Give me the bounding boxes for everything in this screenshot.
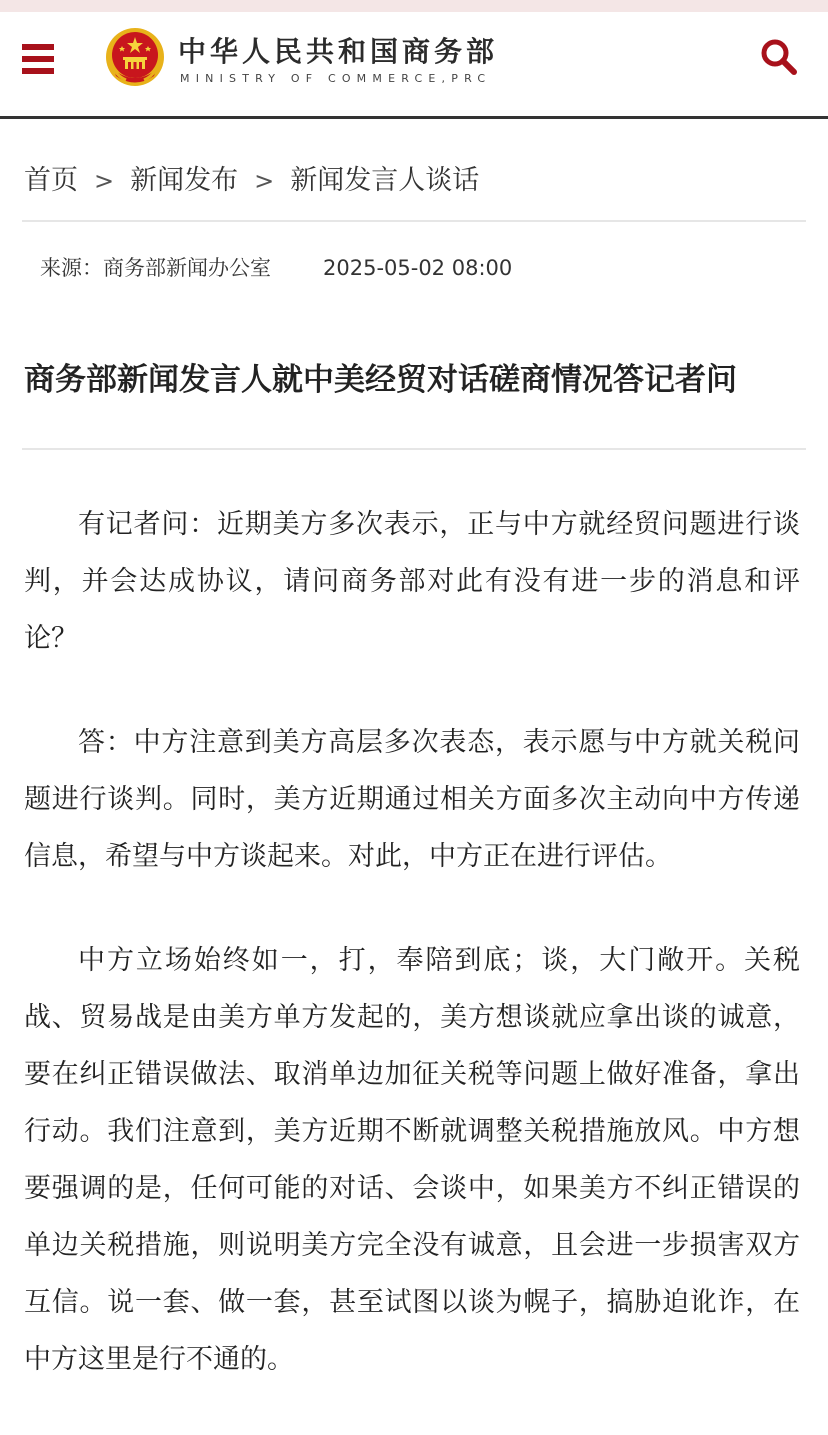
breadcrumb	[24, 158, 479, 197]
article-title: 商务部新闻发言人就中美经贸对话磋商情况答记者问	[24, 362, 737, 398]
breadcrumb-separator: >	[94, 167, 115, 195]
breadcrumb-separator: >	[254, 167, 275, 195]
hamburger-menu-icon[interactable]	[22, 44, 54, 74]
divider	[22, 448, 806, 450]
menu-bar	[22, 56, 54, 62]
article-body	[24, 496, 800, 1435]
divider	[22, 220, 806, 222]
national-emblem-icon[interactable]	[104, 26, 166, 88]
search-icon[interactable]	[760, 38, 798, 76]
menu-bar	[22, 44, 54, 50]
breadcrumb-spokesperson-remarks[interactable]: 新闻发言人谈话	[290, 165, 480, 196]
breadcrumb-news-release[interactable]: 新闻发布	[130, 165, 239, 196]
top-status-strip	[0, 0, 828, 12]
site-header	[0, 12, 828, 119]
article-paragraph: 有记者问：近期美方多次表示，正与中方就经贸问题进行谈判，并会达成协议，请问商务部对此有没有进一步的消息和评论？	[24, 509, 800, 654]
site-title[interactable]: 中华人民共和国商务部	[178, 35, 499, 68]
article-paragraph: 答：中方注意到美方高层多次表态，表示愿与中方就关税问题进行谈判。同时，美方近期通过相关方面多次主动向中方传递信息，希望与中方谈起来。对此，中方正在进行评估。	[24, 727, 800, 872]
breadcrumb-home[interactable]: 首页	[24, 165, 78, 196]
site-subtitle: MINISTRY OF COMMERCE,PRC	[180, 72, 492, 85]
menu-bar	[22, 68, 54, 74]
article-date: 2025-05-02 08:00	[323, 256, 513, 280]
article-paragraph: 中方立场始终如一，打，奉陪到底；谈，大门敞开。关税战、贸易战是由美方单方发起的，美方想谈就应拿出谈的诚意，要在纠正错误做法、取消单边加征关税等问题上做好准备，拿出行动。我们注意到，美方近期不断就调整关税措施放风。中方想要强调的是，任何可能的对话、会谈中，如果美方不纠正错误的单边关税措施，则说明美方完全没有诚意，且会进一步损害双方互信。说一套、做一套，甚至试图以谈为幌子，搞胁迫讹诈，在中方这里是行不通的。	[24, 945, 800, 1375]
article-meta	[40, 252, 512, 282]
article-source: 来源：商务部新闻办公室	[40, 256, 271, 280]
